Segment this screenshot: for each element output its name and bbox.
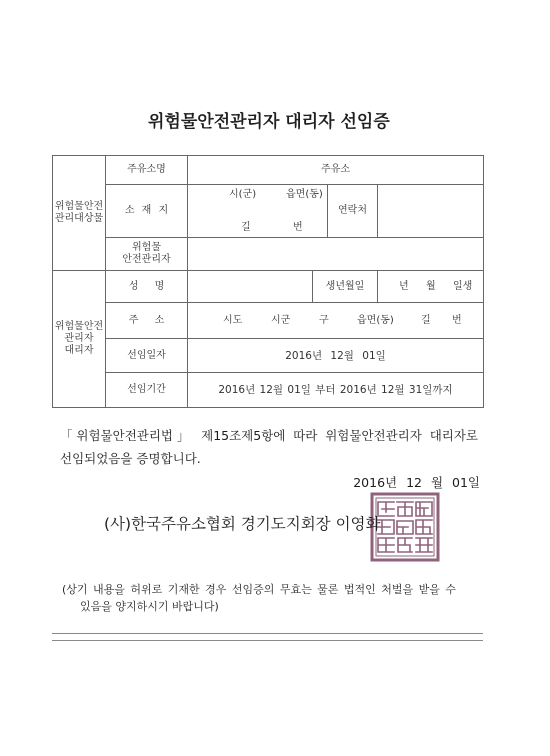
- station-name-value: 주유소: [188, 156, 484, 185]
- statement-line-2: 선임되었음을 증명합니다.: [60, 451, 201, 466]
- deputy-group-label-line: 위험물안전: [54, 321, 104, 332]
- name-label: 성 명: [106, 271, 188, 303]
- station-name-label: 주유소명: [106, 156, 188, 185]
- birth-month-unit: 월: [426, 281, 436, 292]
- deputy-group-label-line: 관리자: [64, 333, 94, 344]
- row-name: [53, 271, 484, 303]
- deputy-address-eup: 읍면(동): [357, 315, 394, 326]
- deputy-address-sigun: 시군: [271, 315, 291, 326]
- deputy-address-beon: 번: [452, 315, 462, 326]
- name-value: [188, 271, 313, 303]
- manager-label-line: 안전관리자: [122, 254, 171, 265]
- seal-icon: [370, 492, 440, 562]
- row-appoint-period: [53, 373, 484, 408]
- official-seal-stamp: [370, 492, 440, 562]
- deputy-group-label: [53, 271, 106, 408]
- issuer-name: (사)한국주유소협회 경기도지회장 이영화: [104, 515, 381, 533]
- row-appoint-date: [53, 339, 484, 373]
- manager-label-line: 위험물: [132, 242, 161, 253]
- contact-label: 연락처: [328, 185, 378, 238]
- birth-label: 생년월일: [313, 271, 378, 303]
- row-manager: [53, 238, 484, 271]
- issue-date: 2016년 12 월 01일: [353, 475, 480, 490]
- deputy-address-gil: 길: [421, 315, 431, 326]
- contact-value: [378, 185, 484, 238]
- deputy-group-label-line: 대리자: [64, 345, 94, 356]
- birth-year-unit: 년: [399, 281, 409, 292]
- appoint-date-value: 2016년 12월 01일: [188, 339, 484, 373]
- address-eup: 읍면(동): [286, 189, 323, 200]
- notice-line-2: 있음을 양지하시기 바랍니다): [80, 600, 219, 613]
- period-label: 선임기간: [106, 373, 188, 408]
- bottom-rule-1: [52, 633, 483, 634]
- manager-value: [188, 238, 484, 271]
- deputy-address-label: 주 소: [106, 303, 188, 339]
- row-deputy-address: [53, 303, 484, 339]
- certificate-table: [52, 155, 484, 408]
- address-gil: 길: [241, 222, 251, 233]
- row-location: [53, 185, 484, 238]
- document-title: 위험물안전관리자 대리자 선임증: [148, 112, 390, 132]
- appoint-date-label: 선임일자: [106, 339, 188, 373]
- facility-group-label: [53, 156, 106, 271]
- location-address-cell: [188, 185, 328, 238]
- address-si: 시(군): [229, 189, 257, 200]
- birth-value: [378, 271, 484, 303]
- deputy-address-value: [188, 303, 484, 339]
- address-beon: 번: [293, 222, 303, 233]
- deputy-address-gu: 구: [319, 315, 329, 326]
- facility-group-label-line: 관리대상물: [54, 213, 104, 224]
- birth-day-unit: 일생: [453, 281, 473, 292]
- location-label: 소 재 지: [106, 185, 188, 238]
- period-value: 2016년 12월 01일 부터 2016년 12월 31일까지: [188, 373, 484, 408]
- row-station-name: [53, 156, 484, 185]
- notice-line-1: (상기 내용을 허위로 기재한 경우 선임증의 무효는 물론 법적인 처벌을 받을 수: [62, 583, 456, 596]
- deputy-address-sido: 시도: [223, 315, 243, 326]
- bottom-rule-2: [52, 640, 483, 641]
- statement-line-1: 「위험물안전관리법」 제15조제5항에 따라 위험물안전관리자 대리자로: [60, 428, 478, 443]
- manager-label: [106, 238, 188, 271]
- facility-group-label-line: 위험물안전: [54, 201, 104, 212]
